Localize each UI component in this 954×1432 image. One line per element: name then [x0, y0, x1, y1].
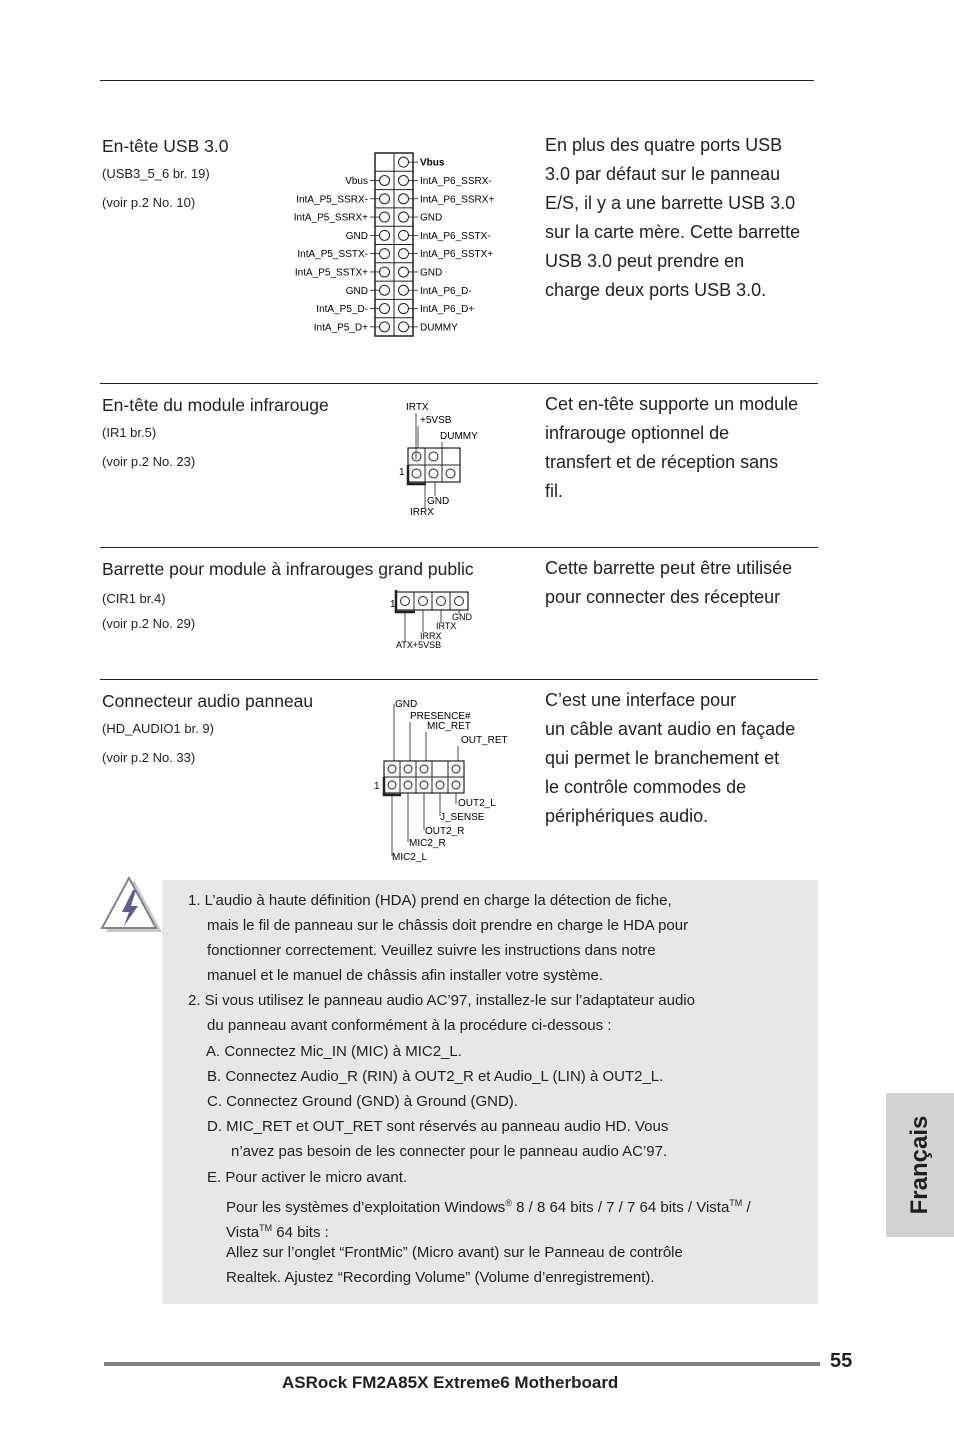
cir-header-diagram: [384, 586, 484, 652]
usb-header-diagram: [270, 148, 520, 340]
desc-line: Cette barrette peut être utilisée: [545, 558, 793, 578]
usb-pin: [399, 212, 409, 222]
note-line: C. Connectez Ground (GND) à Ground (GND).: [207, 1093, 518, 1110]
footer-product-name: ASRock FM2A85X Extreme6 Motherboard: [282, 1373, 619, 1392]
usb-pin: [399, 157, 409, 167]
pin-label: +5VSB: [420, 415, 452, 426]
desc-line: 3.0 par défaut sur le panneau: [545, 164, 781, 184]
note-line: manuel et le manuel de châssis afin installer votre système.: [207, 967, 604, 984]
usb-pin: [380, 322, 390, 332]
pin-label: J_SENSE: [440, 812, 485, 823]
ir-header-see: (voir p.2 No. 23): [102, 454, 196, 469]
pin-label: GND: [427, 496, 450, 507]
pin-label: OUT2_R: [425, 826, 465, 837]
note-line: E. Pour activer le micro avant.: [207, 1169, 408, 1186]
notes-box: [162, 880, 818, 1304]
section-rule: [100, 547, 818, 548]
desc-line: infrarouge optionnel de: [545, 423, 730, 443]
ir-header-ref: (IR1 br.5): [102, 425, 157, 440]
usb-pin: [399, 304, 409, 314]
usb-pin: [399, 230, 409, 240]
pin-label: IntA_P5_SSTX-: [297, 249, 368, 261]
pin-label: IntA_P5_SSRX+: [293, 212, 368, 224]
pin-label: MIC_RET: [427, 721, 471, 732]
desc-line: USB 3.0 peut prendre en: [545, 251, 745, 271]
pin-label: DUMMY: [440, 431, 478, 442]
pin-label: MIC2_L: [392, 852, 428, 863]
pin-label: IntA_P5_D+: [313, 322, 368, 334]
usb-pin: [380, 267, 390, 277]
footer-rule: [104, 1362, 820, 1366]
note-line: du panneau avant conformément à la procédure ci-dessous :: [207, 1017, 612, 1034]
note-line: fonctionner correctement. Veuillez suivre les instructions dans notre: [207, 942, 656, 959]
ir-header-description: [545, 390, 827, 506]
usb-pin: [380, 304, 390, 314]
pin-label: IntA_P5_D-: [316, 304, 368, 316]
note-text: Pour les systèmes d’exploitation Windows: [226, 1199, 506, 1216]
note-line: A. Connectez Mic_IN (MIC) à MIC2_L.: [206, 1043, 462, 1060]
section-rule: [100, 383, 818, 384]
pin-label: GND: [395, 699, 418, 710]
note-text: /: [742, 1199, 751, 1216]
pin-label: IntA_P6_D+: [420, 304, 475, 316]
note-line: mais le fil de panneau sur le châssis doit prendre en charge le HDA pour: [207, 917, 689, 934]
desc-line: un câble avant audio en façade: [545, 719, 796, 739]
audio-header-ref: (HD_AUDIO1 br. 9): [102, 721, 214, 736]
desc-line: C’est une interface pour: [545, 690, 737, 710]
note-line: [226, 1219, 329, 1242]
desc-line: fil.: [545, 481, 563, 501]
desc-line: qui permet le branchement et: [545, 748, 780, 768]
pin-label: PRESENCE#: [410, 711, 471, 722]
usb-header-see: (voir p.2 No. 10): [102, 195, 196, 210]
pin-label: Vbus: [345, 175, 368, 187]
desc-line: E/S, il y a une barrette USB 3.0: [545, 193, 796, 213]
usb-pin: [399, 267, 409, 277]
desc-line: pour connecter des récepteur: [545, 587, 781, 607]
usb-pin: [380, 285, 390, 295]
usb-pin: [399, 194, 409, 204]
note-line: n’avez pas besoin de les connecter pour le panneau audio AC’97.: [231, 1143, 668, 1160]
pin-label: MIC2_R: [409, 838, 446, 849]
usb-header-description: [545, 131, 827, 305]
cir-header-description: [545, 554, 827, 612]
top-rule: [100, 80, 814, 81]
pin-label: OUT2_L: [458, 798, 496, 809]
ir-header-diagram: [390, 396, 500, 520]
usb-header-title: En-tête USB 3.0: [102, 136, 229, 156]
pin-label: IntA_P6_SSRX+: [420, 194, 495, 206]
registered-mark: ®: [505, 1198, 512, 1208]
pin-label: ATX+5VSB: [396, 640, 442, 650]
cir-header-title: Barrette pour module à infrarouges grand public: [102, 559, 474, 579]
usb-pin: [380, 212, 390, 222]
trademark-mark: TM: [729, 1198, 743, 1208]
desc-line: charge deux ports USB 3.0.: [545, 280, 767, 300]
section-rule: [100, 679, 818, 680]
note-line: Realtek. Ajustez “Recording Volume” (Volume d’enregistrement).: [226, 1269, 655, 1286]
note-text: 8 / 8 64 bits / 7 / 7 64 bits / Vista: [511, 1199, 730, 1216]
note-line: [226, 1194, 751, 1217]
language-tab-label: Français: [906, 1115, 933, 1215]
note-line: D. MIC_RET et OUT_RET sont réservés au panneau audio HD. Vous: [207, 1118, 669, 1135]
usb-pin: [380, 194, 390, 204]
pin-label: IntA_P6_SSTX+: [420, 249, 494, 261]
audio-header-diagram: [370, 694, 520, 866]
desc-line: Cet en-tête supporte un module: [545, 394, 799, 414]
pin-label: GND: [345, 230, 368, 242]
pin-label: IRRX: [420, 631, 442, 641]
ir-header-title: En-tête du module infrarouge: [102, 395, 329, 415]
usb-pin: [380, 230, 390, 240]
pin-label: GND: [345, 285, 368, 297]
pin-label: 1: [390, 599, 396, 610]
usb-pin: [399, 322, 409, 332]
usb-header-ref: (USB3_5_6 br. 19): [102, 166, 210, 181]
note-line: B. Connectez Audio_R (RIN) à OUT2_R et Audio_L (LIN) à OUT2_L.: [207, 1068, 664, 1085]
pin-label: IRTX: [406, 402, 429, 413]
pin-label: IRRX: [410, 507, 434, 518]
trademark-mark: TM: [259, 1223, 273, 1233]
usb-pin: [380, 175, 390, 185]
pin-label: GND: [420, 212, 443, 224]
cir-header-see: (voir p.2 No. 29): [102, 616, 196, 631]
pin-label: DUMMY: [420, 322, 458, 334]
pin-label: IntA_P5_SSTX+: [294, 267, 368, 279]
note-line: 2. Si vous utilisez le panneau audio AC’97, installez-le sur l’adaptateur audio: [188, 992, 695, 1009]
pin-label: IntA_P6_SSRX-: [420, 175, 492, 187]
desc-line: sur la carte mère. Cette barrette: [545, 222, 801, 242]
pin-label: Vbus: [420, 157, 445, 169]
audio-header-description: [545, 686, 827, 831]
pin-label: IntA_P5_SSRX-: [296, 194, 368, 206]
pin-label: IntA_P6_SSTX-: [420, 230, 491, 242]
cir-header-ref: (CIR1 br.4): [102, 591, 166, 606]
desc-line: En plus des quatre ports USB: [545, 135, 783, 155]
desc-line: périphériques audio.: [545, 806, 709, 826]
pin-label: IntA_P6_D-: [420, 285, 472, 297]
audio-header-title: Connecteur audio panneau: [102, 691, 314, 711]
desc-line: transfert et de réception sans: [545, 452, 779, 472]
pin-label: OUT_RET: [461, 735, 508, 746]
note-text: Vista: [226, 1224, 260, 1241]
pin-label: 1: [399, 467, 405, 478]
pin-label: GND: [452, 612, 472, 622]
usb-pin: [399, 175, 409, 185]
warning-icon: [100, 876, 164, 936]
usb-pin: [380, 249, 390, 259]
pin-label: IRTX: [436, 621, 457, 631]
desc-line: le contrôle commodes de: [545, 777, 747, 797]
language-tab: [886, 1093, 954, 1237]
note-line: 1. L’audio à haute définition (HDA) prend en charge la détection de fiche,: [188, 892, 672, 909]
note-text: 64 bits :: [272, 1224, 329, 1241]
pin-label: GND: [420, 267, 443, 279]
page-number: 55: [830, 1350, 853, 1372]
usb-pin: [399, 249, 409, 259]
note-line: Allez sur l’onglet “FrontMic” (Micro avant) sur le Panneau de contrôle: [226, 1244, 683, 1261]
usb-pin: [399, 285, 409, 295]
audio-header-see: (voir p.2 No. 33): [102, 750, 196, 765]
pin-label: 1: [374, 781, 380, 792]
